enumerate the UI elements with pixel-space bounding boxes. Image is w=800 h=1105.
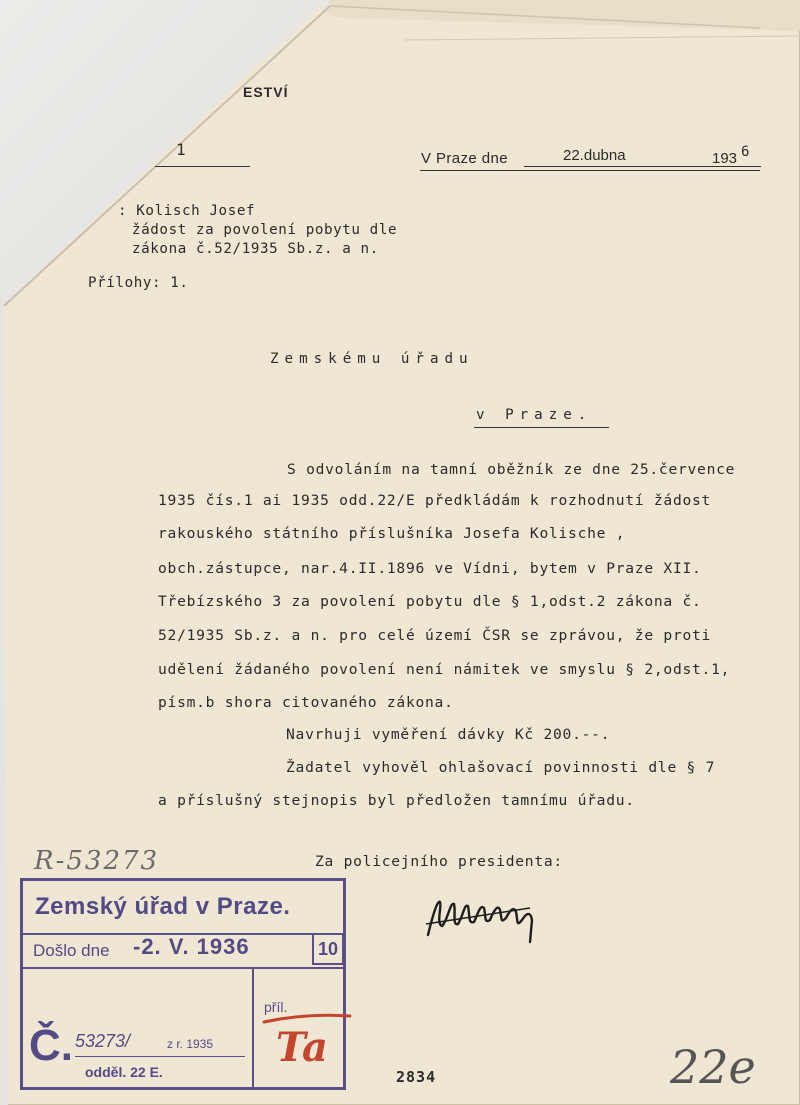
fee-line: Navrhuji vyměření dávky Kč 200.--. [286, 726, 611, 743]
addressee-office: Zemskému úřadu [270, 351, 474, 367]
subject-line-1: : Kolisch Josef [118, 203, 256, 219]
body-line-7: udělení žádaného povolení není námitek ve smyslu § 2,odst.1, [158, 661, 731, 678]
ministry-header-fragment: ESTVÍ [243, 84, 289, 100]
red-pencil-mark: Ta [276, 1024, 328, 1071]
stamp-box-number: 10 [312, 933, 344, 965]
stamp-office-title: Zemský úřad v Praze. [35, 893, 291, 920]
header-rule [420, 170, 760, 171]
stamp-department: odděl. 22 E. [85, 1064, 163, 1080]
signature-label: Za policejního presidenta: [315, 853, 563, 870]
stamp-vertical-rule [252, 967, 254, 1087]
body-line-4: obch.zástupce, nar.4.II.1896 ve Vídni, bytem v Praze XII. [158, 560, 702, 577]
stamp-c-letter: Č. [29, 1021, 73, 1070]
corner-handwritten-mark: 22e [670, 1040, 756, 1094]
note-line-2: a příslušný stejnopis byl předložen tamnímu úřadu. [158, 792, 635, 809]
body-line-2: 1935 čís.1 ai 1935 odd.22/E předkládám k rozhodnutí žádost [158, 492, 712, 509]
body-line-5: Třebízského 3 za povolení pobytu dle § 1,odst.2 zákona č. [158, 593, 702, 610]
stamp-middle-rule [23, 967, 343, 969]
year-value: 193 [712, 150, 738, 167]
year-digit: 6 [741, 144, 750, 160]
stamp-number-rule [75, 1056, 245, 1057]
addressee-city: v Praze. [476, 407, 593, 423]
date-value: 22.dubna [563, 147, 626, 164]
attachments-line: Přílohy: 1. [88, 275, 189, 291]
reference-fragment: 1 [176, 140, 186, 159]
stamp-received-label: Došlo dne [33, 941, 110, 960]
body-line-8: písm.b shora citovaného zákona. [158, 694, 454, 711]
stamp-received-date: -2. V. 1936 [133, 934, 250, 959]
subject-line-2: žádost za povolení pobytu dle [132, 222, 398, 238]
stamp-registry-number: 53273/ [75, 1031, 131, 1051]
body-line-1: S odvoláním na tamní oběžník ze dne 25.července [287, 461, 736, 478]
reference-rule [155, 166, 250, 167]
stamp-year: z r. 1935 [167, 1037, 214, 1051]
stamp-attachment-label: příl. [264, 999, 288, 1015]
body-line-6: 52/1935 Sb.z. a n. pro celé území ČSR se zprávou, že proti [158, 627, 712, 644]
addressee-city-rule [474, 427, 609, 428]
date-rule [524, 166, 761, 167]
page-number: 2834 [396, 1068, 437, 1086]
subject-line-3: zákona č.52/1935 Sb.z. a n. [132, 241, 379, 257]
note-line-1: Žadatel vyhověl ohlašovací povinnosti dle § 7 [286, 759, 716, 776]
red-pencil-underline [262, 1012, 352, 1026]
pencil-reference-number: R-53273 [34, 846, 160, 876]
place-date-label: V Praze dne [421, 150, 508, 167]
body-line-3: rakouského státního příslušníka Josefa Kolische , [158, 525, 626, 542]
handwritten-signature [420, 880, 550, 950]
